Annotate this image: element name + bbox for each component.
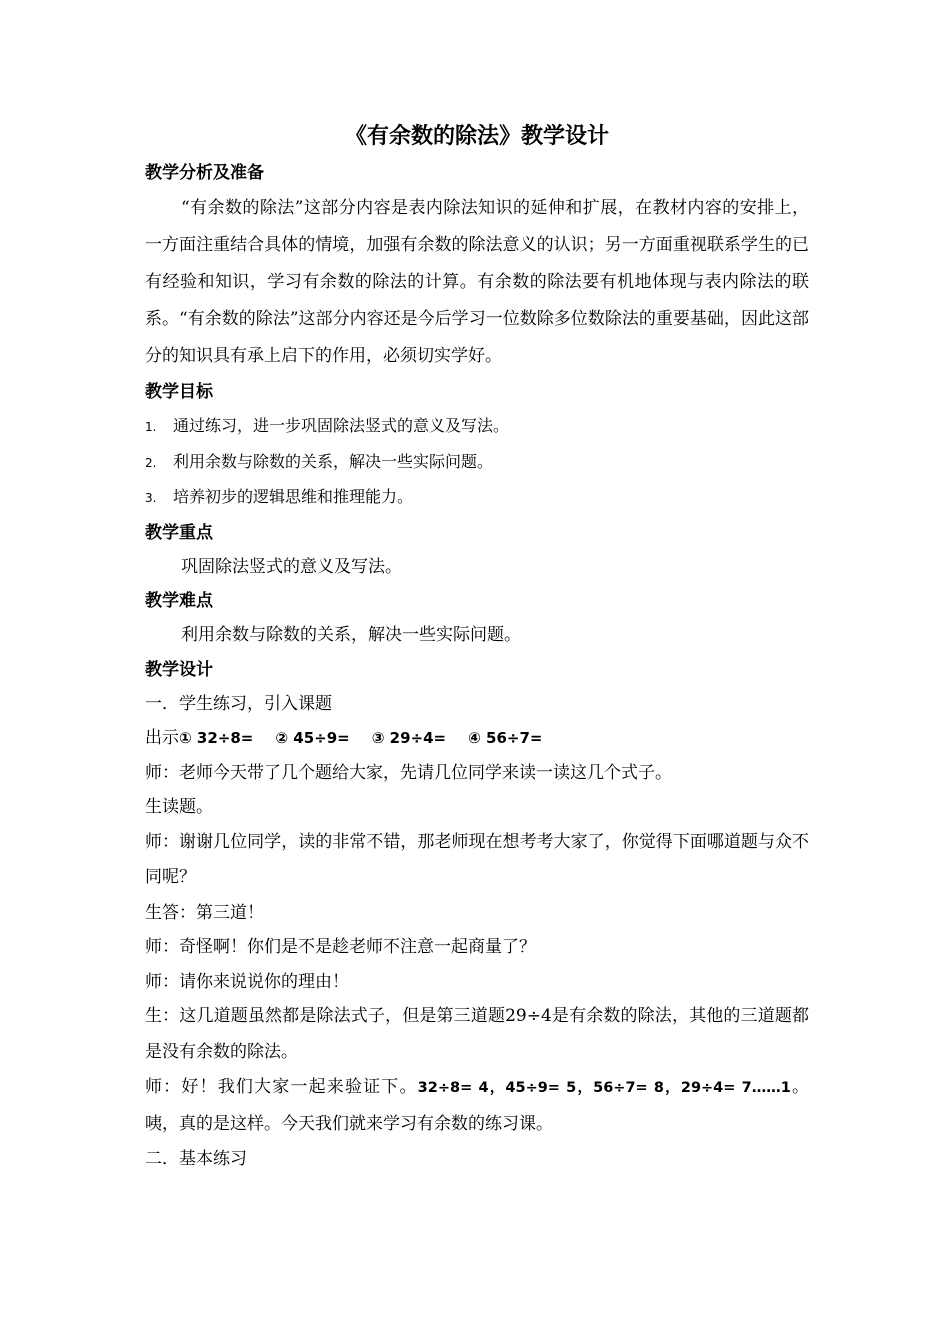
section-heading-analysis: 教学分析及准备 (145, 163, 264, 183)
dialogue-line: 师：谢谢几位同学，读的非常不错，那老师现在想考考大家了，你觉得下面哪道题与众不同呢？ (145, 831, 809, 887)
section-heading-key-point: 教学重点 (145, 522, 213, 543)
difficulty-text: 利用余数与除数的关系，解决一些实际问题。 (181, 625, 521, 645)
goal-item (145, 480, 809, 516)
exercise-prefix: 出示 (145, 728, 179, 748)
goal-text: 培养初步的逻辑思维和推理能力。 (173, 487, 414, 506)
dialogue-line: 师：老师今天带了几个题给大家，先请几位同学来读一读这几个式子。 (145, 762, 672, 783)
document-title: 《有余数的除法》教学设计 (344, 124, 609, 149)
section-heading-difficulty: 教学难点 (145, 591, 213, 611)
section-heading-goals: 教学目标 (145, 382, 213, 402)
exercise-item: ③ 29÷4= (371, 729, 447, 747)
document-page (145, 118, 809, 1177)
exercise-item: ④ 56÷7= (468, 729, 543, 747)
step-heading-2: 二．基本练习 (145, 1149, 247, 1169)
goal-number: 2. (145, 455, 157, 470)
verification-suffix: 。咦，真的是这样。今天我们就来学习有余数的练习课。 (145, 1077, 810, 1134)
section-heading-design: 教学设计 (145, 659, 213, 680)
goal-item (145, 445, 809, 481)
goal-number: 1. (145, 420, 157, 434)
goal-text: 利用余数与除数的关系，解决一些实际问题。 (173, 451, 494, 471)
key-point-text: 巩固除法竖式的意义及写法。 (181, 556, 402, 577)
goal-number: 3. (145, 491, 157, 505)
verification-prefix: 师：好！我们大家一起来验证下。 (145, 1077, 418, 1097)
step-heading-1: 一．学生练习，引入课题 (145, 693, 332, 714)
dialogue-line: 生读题。 (145, 797, 213, 817)
goal-text: 通过练习，进一步巩固除法竖式的意义及写法。 (173, 416, 510, 435)
goal-item (145, 409, 809, 445)
exercise-list (145, 721, 809, 756)
exercise-item: ① 32÷8= (179, 729, 254, 747)
verification-equations: 32÷8= 4，45÷9= 5，56÷7= 8，29÷4= 7……1 (417, 1080, 791, 1096)
dialogue-line: 生答：第三道！ (145, 902, 264, 923)
dialogue-line: 生：这几道题虽然都是除法式子，但是第三道题29÷4是有余数的除法，其他的三道题都是没有余数的除法。 (145, 1006, 809, 1062)
exercise-item: ② 45÷9= (275, 729, 350, 747)
analysis-paragraph: “有余数的除法”这部分内容是表内除法知识的延伸和扩展，在教材内容的安排上，一方面注重结合具体的情境，加强有余数的除法意义的认识；另一方面重视联系学生的已有经验和知识，学习有余数的除法的计算。有余数的除法要有机地体现与表内除法的联系。“有余数的除法”这部分内容还是今后学习一位数除多位数除法的重要基础，因此这部分的知识具有承上启下的作用，必须切实学好。 (145, 198, 809, 366)
verification-line (145, 1070, 809, 1142)
dialogue-line: 师：请你来说说你的理由！ (145, 971, 349, 992)
dialogue-line: 师：奇怪啊！你们是不是趁老师不注意一起商量了？ (145, 937, 536, 957)
